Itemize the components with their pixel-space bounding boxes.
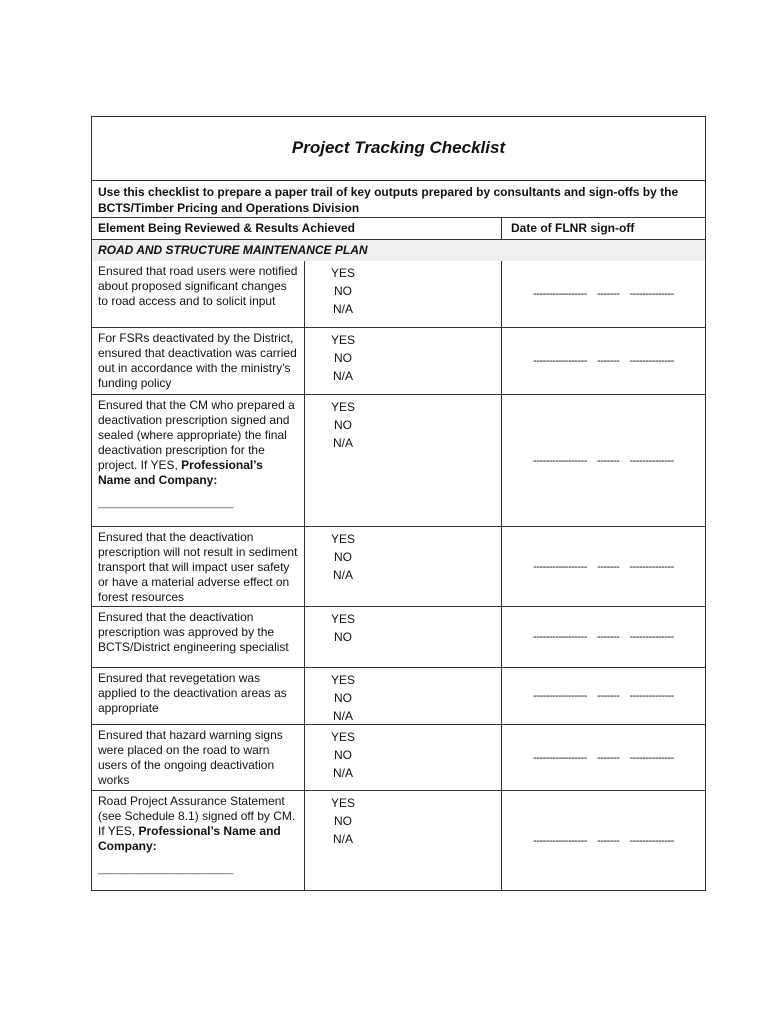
option-na[interactable]: N/A: [332, 832, 353, 846]
option-no[interactable]: NO: [334, 284, 352, 298]
signoff-date-field[interactable]: ----------------- ------- --------------: [533, 751, 674, 764]
signoff-date-field[interactable]: ----------------- ------- --------------: [533, 454, 674, 467]
option-no[interactable]: NO: [334, 351, 352, 365]
signoff-date-field[interactable]: ----------------- ------- --------------: [533, 834, 674, 847]
checklist-row: [92, 606, 705, 667]
option-yes[interactable]: YES: [331, 730, 356, 744]
item-bold-label: Professional’s Name and Company:: [98, 458, 263, 487]
item-options: [305, 607, 502, 667]
item-text: For FSRs deactivated by the District, ensured that deactivation was carried out in accordance with the ministry’s funding policy: [98, 331, 297, 390]
option-yes[interactable]: YES: [331, 532, 356, 546]
signoff-date-field[interactable]: ----------------- ------- --------------: [533, 631, 674, 643]
item-text: Ensured that hazard warning signs were placed on the road to warn users of the ongoing deactivation works: [98, 728, 283, 787]
column-header-row: [92, 217, 705, 239]
signoff-date-field[interactable]: ----------------- ------- --------------: [533, 560, 674, 573]
option-yes[interactable]: YES: [331, 333, 356, 347]
item-text: Ensured that the CM who prepared a deactivation prescription signed and sealed (where appropriate) the final deactivation prescription for the project. If YES,: [98, 398, 295, 472]
header-date: Date of FLNR sign-off: [511, 221, 635, 235]
header-element: Element Being Reviewed & Results Achieved: [92, 218, 502, 239]
option-no[interactable]: NO: [334, 418, 352, 432]
signoff-date-field[interactable]: ----------------- ------- --------------: [533, 288, 674, 300]
item-description: [92, 607, 305, 667]
item-options: [305, 328, 502, 394]
intro-text: Use this checklist to prepare a paper trail of key outputs prepared by consultants and sign-offs by the BCTS/Timber Pricing and Operations Division: [92, 180, 705, 217]
item-description: [92, 395, 305, 526]
option-yes[interactable]: YES: [331, 673, 356, 687]
item-description: [92, 725, 305, 790]
item-options: [305, 261, 502, 327]
option-yes[interactable]: YES: [331, 400, 356, 414]
item-text: Ensured that road users were notified about proposed significant changes to road access and to solicit input: [98, 264, 298, 308]
checklist-row: [92, 526, 705, 606]
item-text: Ensured that revegetation was applied to the deactivation areas as appropriate: [98, 671, 287, 715]
option-no[interactable]: NO: [334, 814, 352, 828]
item-text: Ensured that the deactivation prescription will not result in sediment transport that will impact user safety or have a material adverse effect on forest resources: [98, 530, 298, 604]
option-no[interactable]: NO: [334, 691, 352, 705]
option-na[interactable]: N/A: [332, 369, 353, 383]
checklist-table: [91, 116, 706, 891]
item-options: [305, 668, 502, 724]
option-na[interactable]: N/A: [332, 436, 353, 450]
signoff-date-field[interactable]: ----------------- ------- --------------: [533, 690, 674, 702]
name-signature-line[interactable]: ________________________: [98, 863, 233, 875]
item-description: [92, 791, 305, 890]
option-na[interactable]: N/A: [332, 568, 353, 582]
checklist-row: [92, 724, 705, 790]
item-options: [305, 791, 502, 890]
option-yes[interactable]: YES: [331, 612, 356, 626]
checklist-row: [92, 261, 705, 327]
checklist-items: [92, 261, 705, 890]
page-title: Project Tracking Checklist: [291, 137, 506, 157]
checklist-row: [92, 327, 705, 394]
item-bold-label: Professional’s Name and Company:: [98, 824, 281, 853]
item-text: Road Project Assurance Statement (see Schedule 8.1) signed off by CM. If YES,: [98, 794, 296, 838]
option-no[interactable]: NO: [334, 748, 352, 762]
item-options: [305, 725, 502, 790]
checklist-row: [92, 667, 705, 724]
option-na[interactable]: N/A: [332, 766, 353, 780]
item-options: [305, 527, 502, 606]
item-options: [305, 395, 502, 526]
item-description: [92, 328, 305, 394]
name-signature-line[interactable]: ________________________: [98, 497, 233, 509]
option-na[interactable]: N/A: [332, 709, 353, 723]
item-description: [92, 527, 305, 606]
section-heading: ROAD AND STRUCTURE MAINTENANCE PLAN: [92, 239, 705, 261]
item-text: Ensured that the deactivation prescription was approved by the BCTS/District engineering specialist: [98, 610, 289, 654]
signoff-date-field[interactable]: ----------------- ------- --------------: [533, 355, 674, 367]
option-no[interactable]: NO: [334, 550, 352, 564]
item-description: [92, 261, 305, 327]
option-no[interactable]: NO: [334, 630, 352, 644]
option-na[interactable]: N/A: [332, 302, 353, 316]
checklist-row: [92, 394, 705, 526]
item-description: [92, 668, 305, 724]
title-row: [92, 117, 705, 180]
option-yes[interactable]: YES: [331, 796, 356, 810]
checklist-row: [92, 790, 705, 890]
option-yes[interactable]: YES: [331, 266, 356, 280]
